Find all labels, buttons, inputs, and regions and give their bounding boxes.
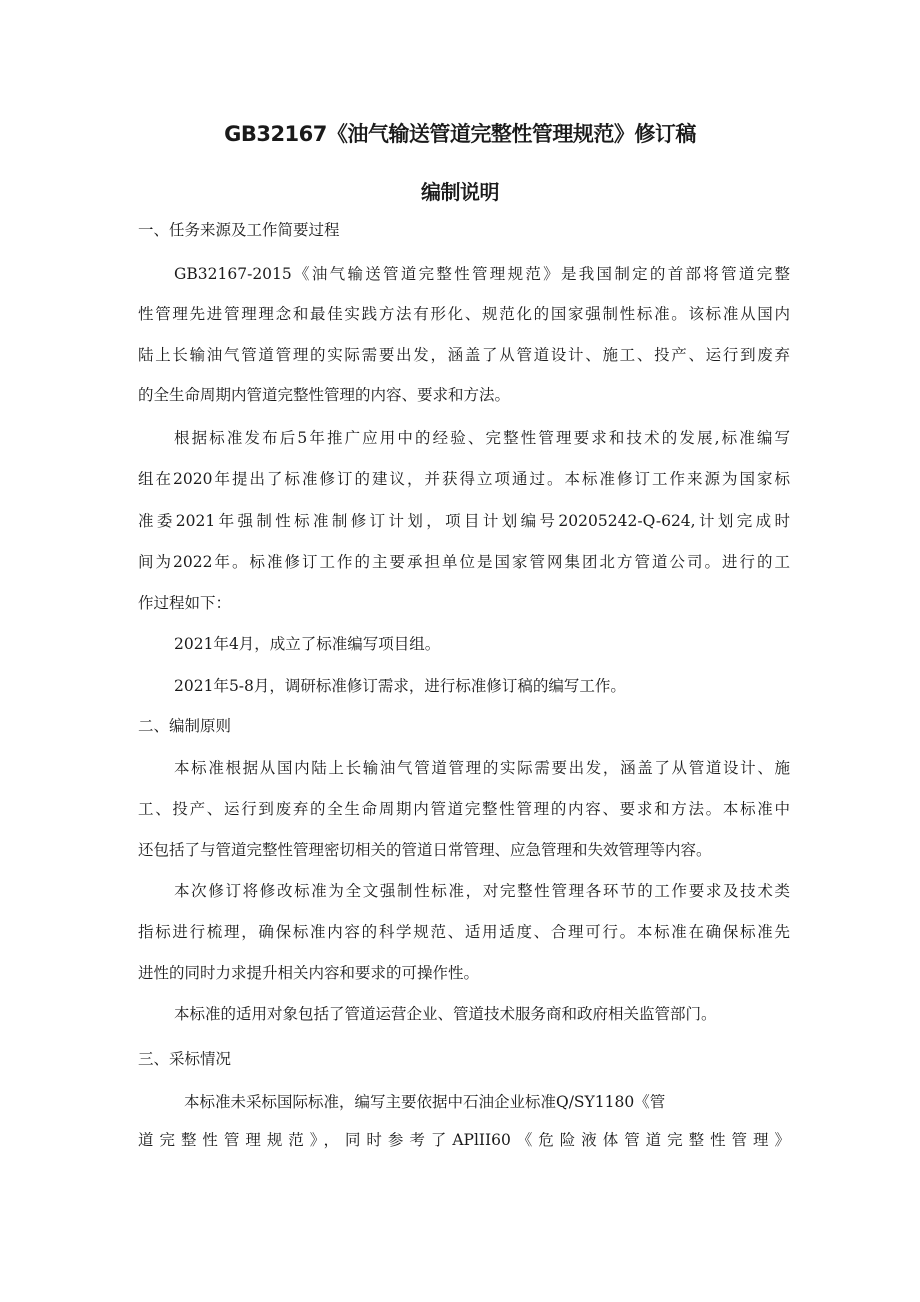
section-2-paragraph-1-line-2: 工、投产、运行到废弃的全生命周期内管道完整性管理的内容、要求和方法。本标准中 — [138, 800, 790, 818]
section-2-paragraph-2-line-3: 进性的同时力求提升相关内容和要求的可操作性。 — [138, 964, 480, 982]
document-title: GB32167《油气输送管道完整性管理规范》修订稿 — [224, 122, 696, 146]
section-1-paragraph-2-line-5: 作过程如下： — [138, 594, 232, 612]
section-2-paragraph-1-line-3: 还包括了与管道完整性管理密切相关的管道日常管理、应急管理和失效管理等内容。 — [138, 841, 712, 859]
section-1-paragraph-2-line-2: 组在2020年提出了标准修订的建议，并获得立项通过。本标准修订工作来源为国家标 — [138, 470, 790, 488]
section-3-paragraph-1-line-1: 本标准未采标国际标准，编写主要依据中石油企业标准Q/SY1180《管 — [184, 1093, 666, 1111]
section-2-paragraph-2-line-1: 本次修订将修改标准为全文强制性标准，对完整性管理各环节的工作要求及技术类 — [174, 882, 790, 900]
section-2-paragraph-1-line-1: 本标准根据从国内陆上长输油气管道管理的实际需要出发，涵盖了从管道设计、施 — [174, 759, 790, 777]
section-2-paragraph-3: 本标准的适用对象包括了管道运营企业、管道技术服务商和政府相关监管部门。 — [174, 1005, 717, 1023]
section-1-paragraph-2-line-3: 准委2021年强制性标准制修订计划，项目计划编号20205242-Q-624,计划完成时 — [138, 512, 790, 530]
section-2-heading: 二、编制原则 — [138, 717, 232, 735]
section-1-paragraph-1-line-4: 的全生命周期内管道完整性管理的内容、要求和方法。 — [138, 386, 511, 404]
section-1-paragraph-1-line-2: 性管理先进管理理念和最佳实践方法有形化、规范化的国家强制性标准。该标准从国内 — [138, 305, 790, 323]
section-1-paragraph-1-line-1: GB32167-2015《油气输送管道完整性管理规范》是我国制定的首部将管道完整 — [174, 265, 790, 283]
section-1-paragraph-2-line-4: 间为2022年。标准修订工作的主要承担单位是国家管网集团北方管道公司。进行的工 — [138, 553, 790, 571]
section-2-paragraph-2-line-2: 指标进行梳理，确保标准内容的科学规范、适用适度、合理可行。本标准在确保标准先 — [138, 923, 790, 941]
section-3-heading: 三、采标情况 — [138, 1050, 232, 1068]
section-1-paragraph-4: 2021年5-8月，调研标准修订需求，进行标准修订稿的编写工作。 — [174, 677, 626, 695]
document-subtitle: 编制说明 — [421, 180, 499, 204]
section-1-paragraph-1-line-3: 陆上长输油气管道管理的实际需要出发，涵盖了从管道设计、施工、投产、运行到废弃 — [138, 346, 790, 364]
section-1-paragraph-2-line-1: 根据标准发布后5年推广应用中的经验、完整性管理要求和技术的发展,标准编写 — [174, 429, 790, 447]
section-3-paragraph-1-line-2: 道完整性管理规范》，同时参考了APlII60《危险液体管道完整性管理》 — [138, 1131, 790, 1149]
section-1-heading: 一、任务来源及工作简要过程 — [138, 221, 340, 239]
section-1-paragraph-3: 2021年4月，成立了标准编写项目组。 — [174, 635, 441, 653]
